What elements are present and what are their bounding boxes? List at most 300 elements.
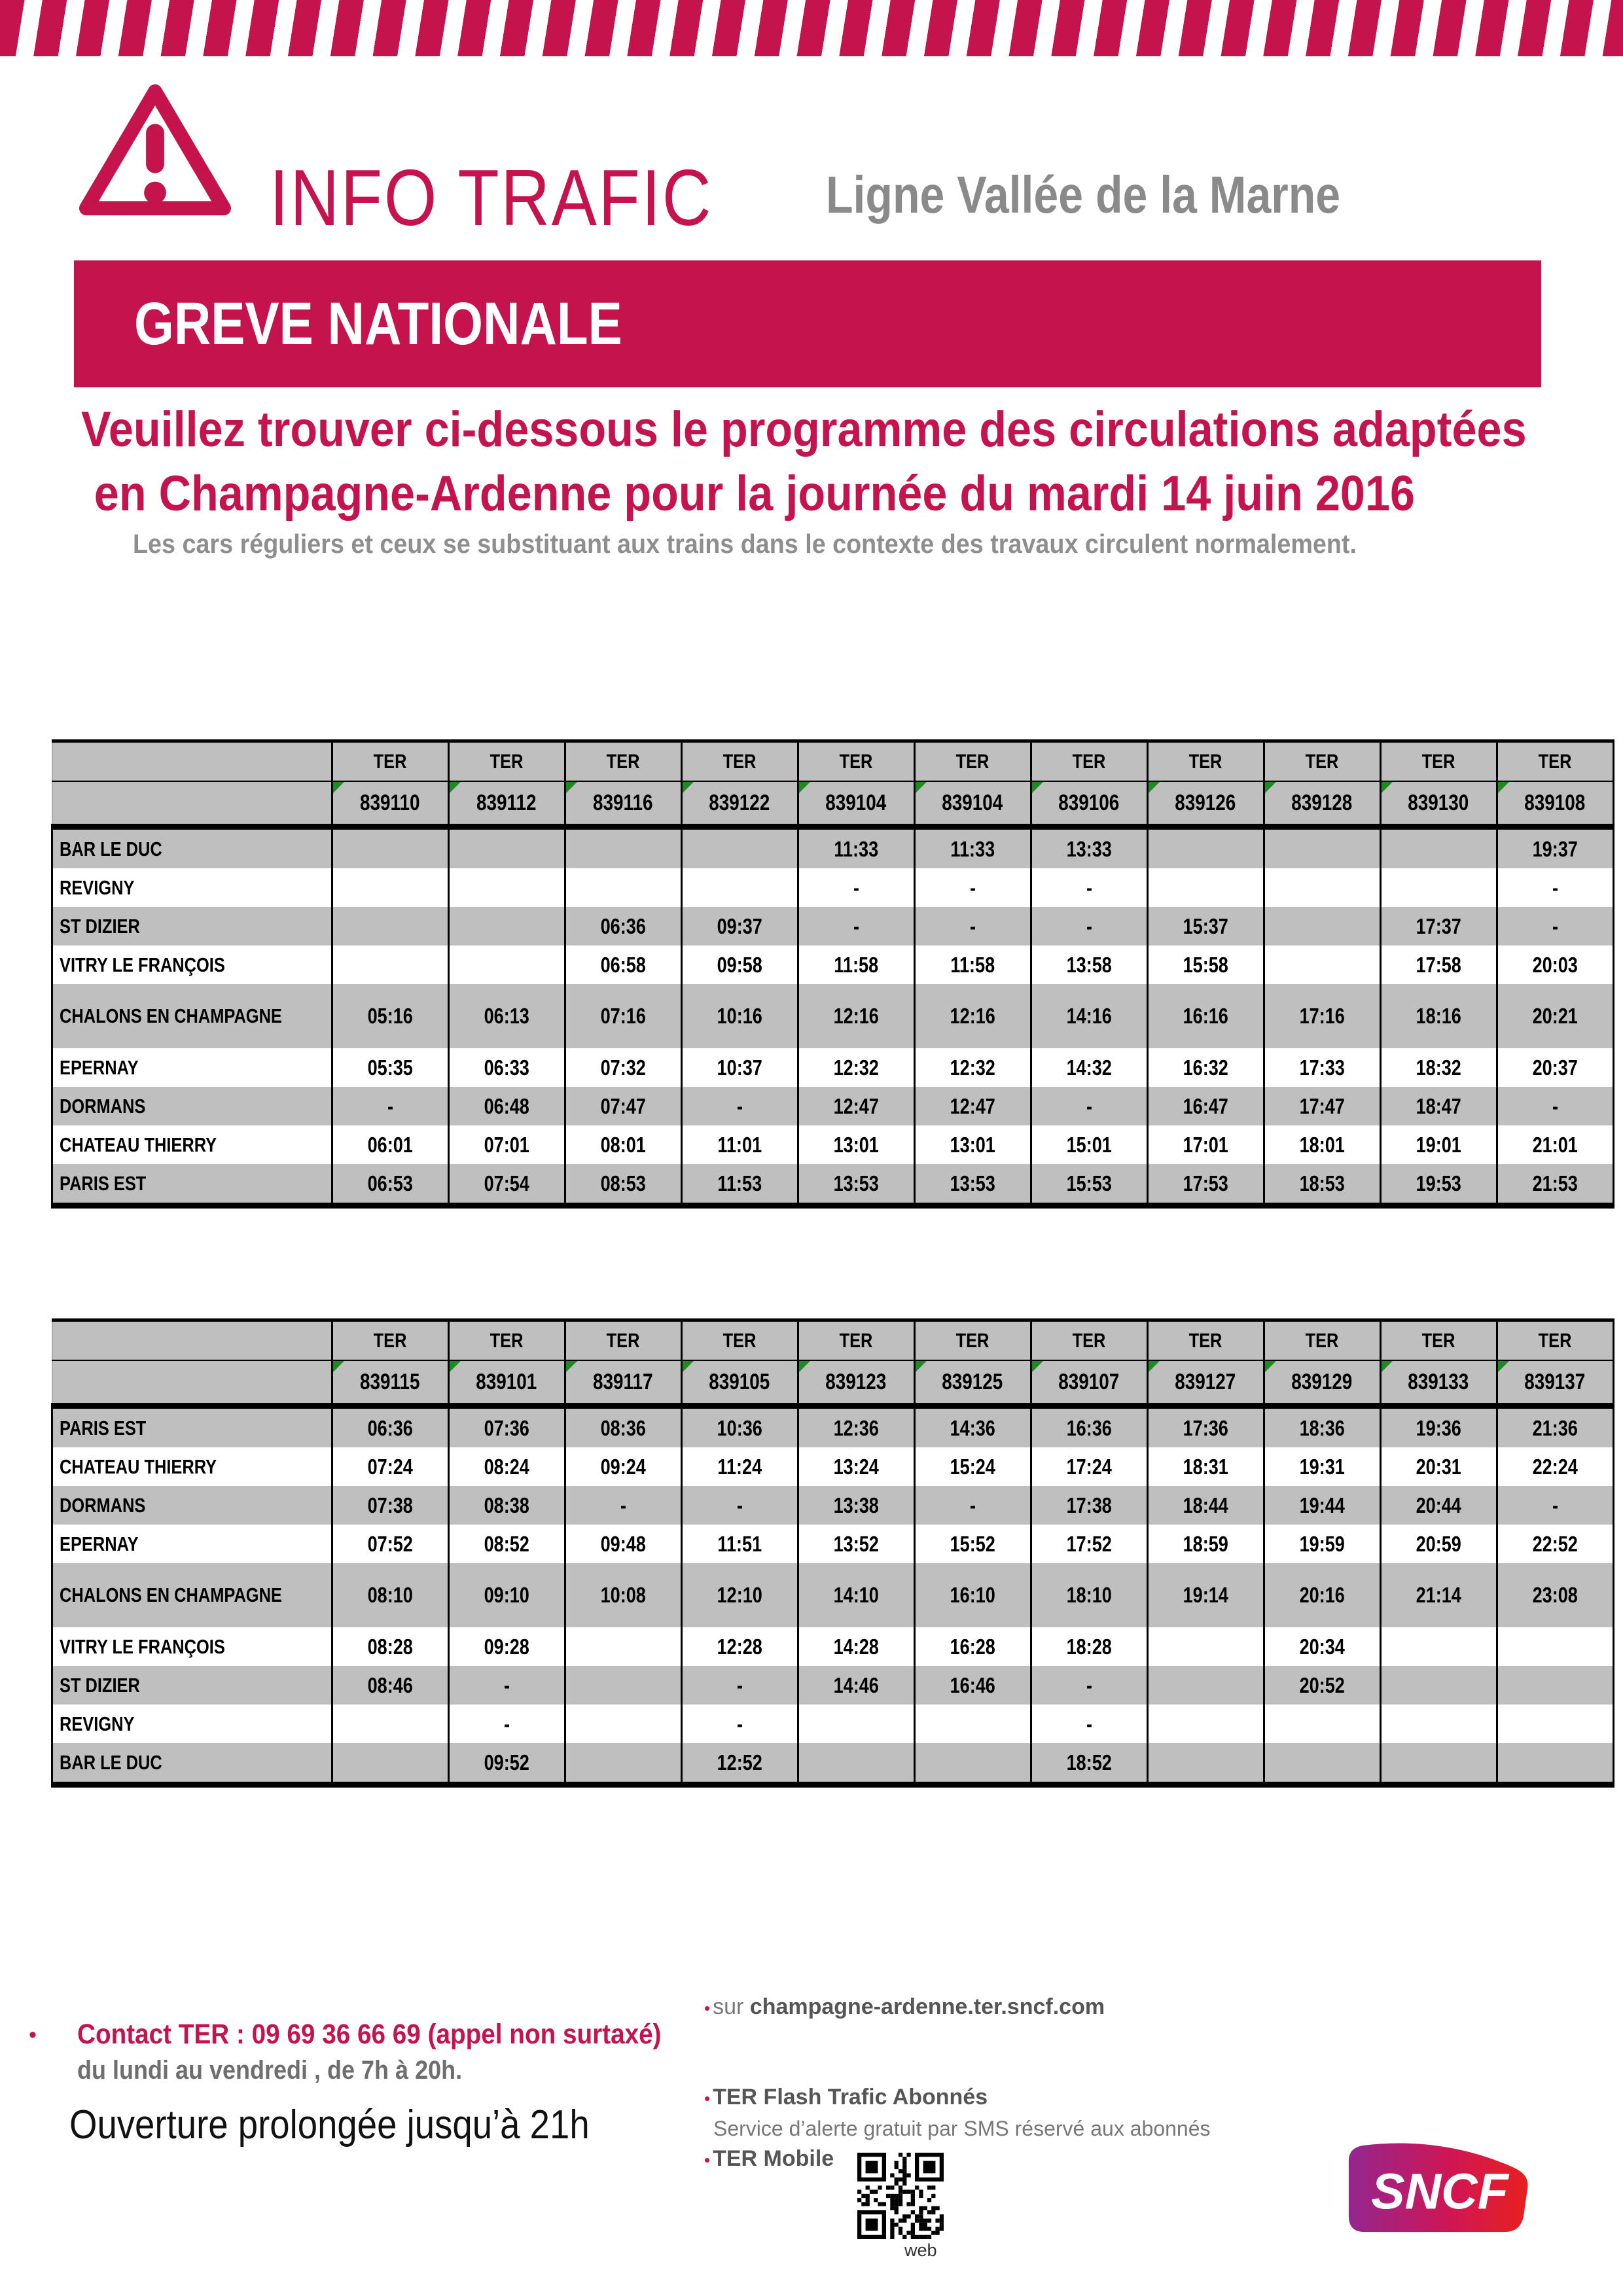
time-cell: 17:58 bbox=[1380, 945, 1497, 984]
time-cell: 22:24 bbox=[1497, 1447, 1613, 1486]
time-cell: 08:53 bbox=[565, 1164, 681, 1206]
time-cell bbox=[332, 1743, 448, 1785]
time-cell: 12:10 bbox=[681, 1563, 798, 1627]
comment-flag-icon bbox=[1382, 782, 1393, 793]
time-cell: - bbox=[1497, 907, 1613, 945]
time-cell bbox=[565, 1666, 681, 1704]
time-cell: 22:52 bbox=[1497, 1525, 1613, 1563]
time-cell: 06:13 bbox=[448, 984, 565, 1048]
time-cell: 13:53 bbox=[914, 1164, 1031, 1206]
station-row bbox=[52, 1406, 1614, 1448]
station-cell: BAR LE DUC bbox=[52, 1743, 332, 1785]
time-cell bbox=[1497, 1627, 1613, 1666]
time-cell bbox=[332, 868, 448, 907]
time-cell bbox=[1497, 1704, 1613, 1743]
train-number-cell: 839133 bbox=[1380, 1360, 1497, 1406]
time-cell: 17:47 bbox=[1264, 1087, 1380, 1125]
time-cell: 06:36 bbox=[332, 1406, 448, 1448]
time-cell: 09:52 bbox=[448, 1743, 565, 1785]
time-cell: - bbox=[1497, 868, 1613, 907]
time-cell: - bbox=[1497, 1486, 1613, 1525]
contact-phone: Contact TER : 09 69 36 66 69 (appel non surtaxé) bbox=[77, 2019, 662, 2050]
bullet-icon: • bbox=[29, 2022, 37, 2047]
comment-flag-icon bbox=[1149, 782, 1160, 793]
time-cell: 12:16 bbox=[914, 984, 1031, 1048]
comment-flag-icon bbox=[1498, 782, 1509, 793]
time-cell: 06:36 bbox=[565, 907, 681, 945]
time-cell bbox=[565, 1704, 681, 1743]
svg-text:SNCF: SNCF bbox=[1371, 2163, 1508, 2220]
flash-trafic-description: Service d’alerte gratuit par SMS réservé aux abonnés bbox=[713, 2117, 1211, 2141]
ter-cell: TER bbox=[1147, 741, 1264, 782]
time-cell bbox=[332, 907, 448, 945]
ter-services-block bbox=[704, 2082, 1211, 2175]
time-cell: 06:33 bbox=[448, 1048, 565, 1087]
comment-flag-icon bbox=[1149, 1361, 1160, 1372]
time-cell: 07:24 bbox=[332, 1447, 448, 1486]
time-cell: 14:16 bbox=[1031, 984, 1147, 1048]
station-cell: REVIGNY bbox=[52, 868, 332, 907]
time-cell: 17:53 bbox=[1147, 1164, 1264, 1206]
time-cell: 18:01 bbox=[1264, 1125, 1380, 1164]
timetable-from-paris bbox=[51, 1318, 1614, 1788]
sncf-logo bbox=[1343, 2137, 1537, 2240]
time-cell: 19:53 bbox=[1380, 1164, 1497, 1206]
contact-hours: du lundi au vendredi , de 7h à 20h. bbox=[77, 2056, 463, 2085]
train-number-cell: 839106 bbox=[1031, 781, 1147, 827]
time-cell: - bbox=[914, 907, 1031, 945]
bullet-icon: • bbox=[704, 2150, 711, 2170]
time-cell: 17:36 bbox=[1147, 1406, 1264, 1448]
station-row bbox=[52, 868, 1614, 907]
comment-flag-icon bbox=[333, 1361, 344, 1372]
station-cell: VITRY LE FRANÇOIS bbox=[52, 1627, 332, 1666]
time-cell bbox=[1264, 868, 1380, 907]
time-cell: 08:28 bbox=[332, 1627, 448, 1666]
time-cell: 16:16 bbox=[1147, 984, 1264, 1048]
station-cell: EPERNAY bbox=[52, 1048, 332, 1087]
time-cell: 15:53 bbox=[1031, 1164, 1147, 1206]
contact-block bbox=[29, 2019, 726, 2085]
time-cell: 12:47 bbox=[798, 1087, 914, 1125]
train-number-cell: 839115 bbox=[332, 1360, 448, 1406]
time-cell: 13:58 bbox=[1031, 945, 1147, 984]
time-cell: 14:28 bbox=[798, 1627, 914, 1666]
time-cell: 05:16 bbox=[332, 984, 448, 1048]
time-cell: 20:21 bbox=[1497, 984, 1613, 1048]
time-cell: 18:31 bbox=[1147, 1447, 1264, 1486]
time-cell: 20:03 bbox=[1497, 945, 1613, 984]
ter-cell: TER bbox=[1031, 1320, 1147, 1361]
time-cell bbox=[565, 868, 681, 907]
station-cell: PARIS EST bbox=[52, 1164, 332, 1206]
time-cell bbox=[681, 827, 798, 869]
station-row bbox=[52, 1704, 1614, 1743]
time-cell bbox=[1147, 1627, 1264, 1666]
time-cell: 10:37 bbox=[681, 1048, 798, 1087]
time-cell bbox=[1380, 1704, 1497, 1743]
time-cell: 16:46 bbox=[914, 1666, 1031, 1704]
time-cell: 17:52 bbox=[1031, 1525, 1147, 1563]
time-cell: 23:08 bbox=[1497, 1563, 1613, 1627]
station-cell: CHATEAU THIERRY bbox=[52, 1125, 332, 1164]
comment-flag-icon bbox=[799, 1361, 810, 1372]
train-number-cell: 839137 bbox=[1497, 1360, 1613, 1406]
time-cell: 05:35 bbox=[332, 1048, 448, 1087]
comment-flag-icon bbox=[450, 782, 461, 793]
ter-cell: TER bbox=[1264, 741, 1380, 782]
ter-cell: TER bbox=[1031, 741, 1147, 782]
time-cell bbox=[448, 868, 565, 907]
time-cell: 15:52 bbox=[914, 1525, 1031, 1563]
time-cell bbox=[681, 868, 798, 907]
time-cell: 10:08 bbox=[565, 1563, 681, 1627]
station-row bbox=[52, 984, 1614, 1048]
strike-banner-label: GREVE NATIONALE bbox=[134, 290, 622, 357]
station-row bbox=[52, 945, 1614, 984]
timetable-toward-paris bbox=[51, 739, 1614, 1209]
comment-flag-icon bbox=[683, 782, 694, 793]
time-cell: 18:16 bbox=[1380, 984, 1497, 1048]
ter-cell: TER bbox=[1380, 1320, 1497, 1361]
time-cell: 20:31 bbox=[1380, 1447, 1497, 1486]
time-cell: 13:53 bbox=[798, 1164, 914, 1206]
station-row bbox=[52, 1563, 1614, 1627]
station-cell: ST DIZIER bbox=[52, 1666, 332, 1704]
time-cell: 18:53 bbox=[1264, 1164, 1380, 1206]
comment-flag-icon bbox=[1032, 1361, 1043, 1372]
time-cell: - bbox=[1031, 1087, 1147, 1125]
time-cell: 19:14 bbox=[1147, 1563, 1264, 1627]
time-cell: - bbox=[1031, 907, 1147, 945]
time-cell: 11:24 bbox=[681, 1447, 798, 1486]
time-cell: 12:28 bbox=[681, 1627, 798, 1666]
time-cell: 15:01 bbox=[1031, 1125, 1147, 1164]
time-cell: 08:24 bbox=[448, 1447, 565, 1486]
train-number-cell: 839130 bbox=[1380, 781, 1497, 827]
time-cell: 14:46 bbox=[798, 1666, 914, 1704]
time-cell: 19:01 bbox=[1380, 1125, 1497, 1164]
corner-cell bbox=[52, 781, 332, 827]
train-number-cell: 839108 bbox=[1497, 781, 1613, 827]
time-cell: 21:36 bbox=[1497, 1406, 1613, 1448]
time-cell: 14:32 bbox=[1031, 1048, 1147, 1087]
time-cell bbox=[448, 827, 565, 869]
time-cell bbox=[1147, 868, 1264, 907]
station-cell: VITRY LE FRANÇOIS bbox=[52, 945, 332, 984]
time-cell: 12:47 bbox=[914, 1087, 1031, 1125]
time-cell: 09:28 bbox=[448, 1627, 565, 1666]
time-cell: 18:28 bbox=[1031, 1627, 1147, 1666]
time-cell bbox=[332, 945, 448, 984]
time-cell: 13:24 bbox=[798, 1447, 914, 1486]
time-cell: 07:38 bbox=[332, 1486, 448, 1525]
station-row bbox=[52, 1087, 1614, 1125]
train-number-cell: 839129 bbox=[1264, 1360, 1380, 1406]
time-cell: 06:53 bbox=[332, 1164, 448, 1206]
time-cell: 20:37 bbox=[1497, 1048, 1613, 1087]
time-cell: 17:16 bbox=[1264, 984, 1380, 1048]
time-cell: 20:34 bbox=[1264, 1627, 1380, 1666]
time-cell: 17:24 bbox=[1031, 1447, 1147, 1486]
time-cell: 08:10 bbox=[332, 1563, 448, 1627]
time-cell: - bbox=[681, 1486, 798, 1525]
station-row bbox=[52, 1164, 1614, 1206]
time-cell bbox=[914, 1743, 1031, 1785]
corner-cell bbox=[52, 1320, 332, 1361]
time-cell: 21:14 bbox=[1380, 1563, 1497, 1627]
time-cell: 19:59 bbox=[1264, 1525, 1380, 1563]
time-cell: 12:36 bbox=[798, 1406, 914, 1448]
time-cell: 12:16 bbox=[798, 984, 914, 1048]
comment-flag-icon bbox=[916, 782, 927, 793]
bullet-icon: • bbox=[704, 2089, 711, 2109]
time-cell: - bbox=[681, 1666, 798, 1704]
station-cell: EPERNAY bbox=[52, 1525, 332, 1563]
time-cell: 08:36 bbox=[565, 1406, 681, 1448]
time-cell bbox=[1147, 1743, 1264, 1785]
ter-cell: TER bbox=[565, 741, 681, 782]
time-cell: 18:10 bbox=[1031, 1563, 1147, 1627]
time-cell bbox=[1147, 827, 1264, 869]
station-cell: CHALONS EN CHAMPAGNE bbox=[52, 1563, 332, 1627]
time-cell bbox=[565, 1627, 681, 1666]
train-number-cell: 839125 bbox=[914, 1360, 1031, 1406]
comment-flag-icon bbox=[566, 782, 577, 793]
time-cell: 18:52 bbox=[1031, 1743, 1147, 1785]
ter-cell: TER bbox=[1147, 1320, 1264, 1361]
time-cell: - bbox=[681, 1087, 798, 1125]
ter-cell: TER bbox=[681, 1320, 798, 1361]
time-cell: 11:58 bbox=[798, 945, 914, 984]
comment-flag-icon bbox=[1032, 782, 1043, 793]
comment-flag-icon bbox=[1382, 1361, 1393, 1372]
time-cell: 18:47 bbox=[1380, 1087, 1497, 1125]
ter-cell: TER bbox=[448, 1320, 565, 1361]
time-cell: 13:33 bbox=[1031, 827, 1147, 869]
time-cell: 19:37 bbox=[1497, 827, 1613, 869]
time-cell: - bbox=[798, 868, 914, 907]
train-number-cell: 839123 bbox=[798, 1360, 914, 1406]
station-cell: PARIS EST bbox=[52, 1406, 332, 1448]
time-cell bbox=[1264, 907, 1380, 945]
ter-cell: TER bbox=[798, 1320, 914, 1361]
station-row bbox=[52, 1486, 1614, 1525]
ter-cell: TER bbox=[798, 741, 914, 782]
time-cell: - bbox=[1031, 1704, 1147, 1743]
time-cell: 06:48 bbox=[448, 1087, 565, 1125]
timetable bbox=[51, 1318, 1614, 1788]
station-row bbox=[52, 1048, 1614, 1087]
time-cell bbox=[1497, 1666, 1613, 1704]
time-cell: 07:01 bbox=[448, 1125, 565, 1164]
station-row bbox=[52, 1666, 1614, 1704]
time-cell: 07:54 bbox=[448, 1164, 565, 1206]
time-cell bbox=[332, 1704, 448, 1743]
time-cell: 18:44 bbox=[1147, 1486, 1264, 1525]
time-cell: 09:48 bbox=[565, 1525, 681, 1563]
station-row bbox=[52, 1525, 1614, 1563]
time-cell: 10:16 bbox=[681, 984, 798, 1048]
time-cell bbox=[798, 1743, 914, 1785]
ter-cell: TER bbox=[914, 1320, 1031, 1361]
extended-hours-note: Ouverture prolongée jusqu’à 21h bbox=[69, 2102, 590, 2147]
notice-title-line2: en Champagne-Ardenne pour la journée du mardi 14 juin 2016 bbox=[94, 466, 1416, 521]
time-cell bbox=[1147, 1704, 1264, 1743]
time-cell: 17:38 bbox=[1031, 1486, 1147, 1525]
time-cell bbox=[332, 827, 448, 869]
time-cell: 12:32 bbox=[914, 1048, 1031, 1087]
time-cell: 11:33 bbox=[914, 827, 1031, 869]
time-cell: - bbox=[448, 1704, 565, 1743]
time-cell bbox=[1264, 1743, 1380, 1785]
comment-flag-icon bbox=[450, 1361, 461, 1372]
comment-flag-icon bbox=[566, 1361, 577, 1372]
timetable bbox=[51, 739, 1614, 1209]
time-cell: - bbox=[914, 1486, 1031, 1525]
time-cell: 18:32 bbox=[1380, 1048, 1497, 1087]
time-cell: 20:16 bbox=[1264, 1563, 1380, 1627]
time-cell bbox=[448, 907, 565, 945]
striped-header-decoration bbox=[0, 0, 1623, 56]
time-cell: 13:01 bbox=[798, 1125, 914, 1164]
time-cell: 11:51 bbox=[681, 1525, 798, 1563]
strike-banner bbox=[74, 260, 1541, 387]
bullet-icon: • bbox=[704, 1998, 711, 2018]
station-cell: DORMANS bbox=[52, 1087, 332, 1125]
time-cell: 14:10 bbox=[798, 1563, 914, 1627]
station-cell: REVIGNY bbox=[52, 1704, 332, 1743]
train-number-cell: 839105 bbox=[681, 1360, 798, 1406]
time-cell: 09:37 bbox=[681, 907, 798, 945]
station-row bbox=[52, 827, 1614, 869]
qr-code-label: web bbox=[904, 2240, 937, 2260]
time-cell: 21:01 bbox=[1497, 1125, 1613, 1164]
time-cell: 12:52 bbox=[681, 1743, 798, 1785]
time-cell bbox=[1264, 1704, 1380, 1743]
train-number-cell: 839117 bbox=[565, 1360, 681, 1406]
time-cell: 11:53 bbox=[681, 1164, 798, 1206]
notice-title-line1: Veuillez trouver ci-dessous le programme des circulations adaptées bbox=[81, 402, 1527, 457]
time-cell bbox=[1380, 827, 1497, 869]
time-cell: 15:24 bbox=[914, 1447, 1031, 1486]
time-cell: 08:01 bbox=[565, 1125, 681, 1164]
time-cell: - bbox=[332, 1087, 448, 1125]
website-line bbox=[704, 1994, 1105, 2020]
comment-flag-icon bbox=[1498, 1361, 1509, 1372]
time-cell: - bbox=[565, 1486, 681, 1525]
station-row bbox=[52, 907, 1614, 945]
qr-code bbox=[857, 2153, 944, 2239]
station-cell: CHALONS EN CHAMPAGNE bbox=[52, 984, 332, 1048]
time-cell: 07:47 bbox=[565, 1087, 681, 1125]
time-cell: 07:32 bbox=[565, 1048, 681, 1087]
page-title: INFO TRAFIC bbox=[270, 153, 713, 242]
line-name: Ligne Vallée de la Marne bbox=[826, 166, 1341, 224]
time-cell: 09:58 bbox=[681, 945, 798, 984]
time-cell: 18:36 bbox=[1264, 1406, 1380, 1448]
time-cell: 07:16 bbox=[565, 984, 681, 1048]
station-cell: DORMANS bbox=[52, 1486, 332, 1525]
train-number-cell: 839128 bbox=[1264, 781, 1380, 827]
time-cell bbox=[914, 1704, 1031, 1743]
ter-cell: TER bbox=[565, 1320, 681, 1361]
ter-cell: TER bbox=[448, 741, 565, 782]
time-cell: 13:52 bbox=[798, 1525, 914, 1563]
time-cell: 20:52 bbox=[1264, 1666, 1380, 1704]
train-number-cell: 839110 bbox=[332, 781, 448, 827]
time-cell bbox=[1380, 1666, 1497, 1704]
train-number-cell: 839104 bbox=[798, 781, 914, 827]
website-prefix: sur bbox=[713, 1994, 750, 2019]
time-cell: 15:37 bbox=[1147, 907, 1264, 945]
time-cell: 08:46 bbox=[332, 1666, 448, 1704]
time-cell: 17:33 bbox=[1264, 1048, 1380, 1087]
station-cell: ST DIZIER bbox=[52, 907, 332, 945]
corner-cell bbox=[52, 1360, 332, 1406]
time-cell: 16:36 bbox=[1031, 1406, 1147, 1448]
time-cell bbox=[565, 827, 681, 869]
time-cell bbox=[448, 945, 565, 984]
time-cell: 15:58 bbox=[1147, 945, 1264, 984]
time-cell: 16:10 bbox=[914, 1563, 1031, 1627]
website-url: champagne-ardenne.ter.sncf.com bbox=[749, 1994, 1105, 2019]
time-cell: - bbox=[1031, 1666, 1147, 1704]
time-cell bbox=[798, 1704, 914, 1743]
ter-mobile-title: TER Mobile bbox=[713, 2146, 834, 2172]
ter-cell: TER bbox=[1380, 741, 1497, 782]
time-cell: 13:01 bbox=[914, 1125, 1031, 1164]
time-cell: 20:44 bbox=[1380, 1486, 1497, 1525]
time-cell: - bbox=[681, 1704, 798, 1743]
time-cell bbox=[1147, 1666, 1264, 1704]
time-cell: 18:59 bbox=[1147, 1525, 1264, 1563]
train-number-cell: 839101 bbox=[448, 1360, 565, 1406]
train-number-cell: 839127 bbox=[1147, 1360, 1264, 1406]
comment-flag-icon bbox=[1265, 1361, 1276, 1372]
time-cell bbox=[1264, 827, 1380, 869]
ter-cell: TER bbox=[1264, 1320, 1380, 1361]
station-row bbox=[52, 1743, 1614, 1785]
comment-flag-icon bbox=[1265, 782, 1276, 793]
time-cell: 11:01 bbox=[681, 1125, 798, 1164]
train-number-cell: 839107 bbox=[1031, 1360, 1147, 1406]
ter-cell: TER bbox=[1497, 1320, 1613, 1361]
time-cell: 19:44 bbox=[1264, 1486, 1380, 1525]
notice-subtitle: Les cars réguliers et ceux se substituant aux trains dans le contexte des travaux circulent normalement. bbox=[133, 529, 1357, 559]
time-cell: 07:52 bbox=[332, 1525, 448, 1563]
time-cell: - bbox=[1031, 868, 1147, 907]
station-row bbox=[52, 1627, 1614, 1666]
time-cell bbox=[1380, 868, 1497, 907]
ter-cell: TER bbox=[681, 741, 798, 782]
comment-flag-icon bbox=[799, 782, 810, 793]
time-cell: 07:36 bbox=[448, 1406, 565, 1448]
ter-cell: TER bbox=[1497, 741, 1613, 782]
time-cell: - bbox=[914, 868, 1031, 907]
time-cell: 09:10 bbox=[448, 1563, 565, 1627]
station-cell: BAR LE DUC bbox=[52, 827, 332, 869]
time-cell bbox=[1380, 1627, 1497, 1666]
notice-title bbox=[81, 398, 1623, 526]
time-cell: 17:01 bbox=[1147, 1125, 1264, 1164]
time-cell: 17:37 bbox=[1380, 907, 1497, 945]
time-cell: 06:01 bbox=[332, 1125, 448, 1164]
time-cell bbox=[1380, 1743, 1497, 1785]
train-number-cell: 839104 bbox=[914, 781, 1031, 827]
ter-cell: TER bbox=[914, 741, 1031, 782]
comment-flag-icon bbox=[683, 1361, 694, 1372]
